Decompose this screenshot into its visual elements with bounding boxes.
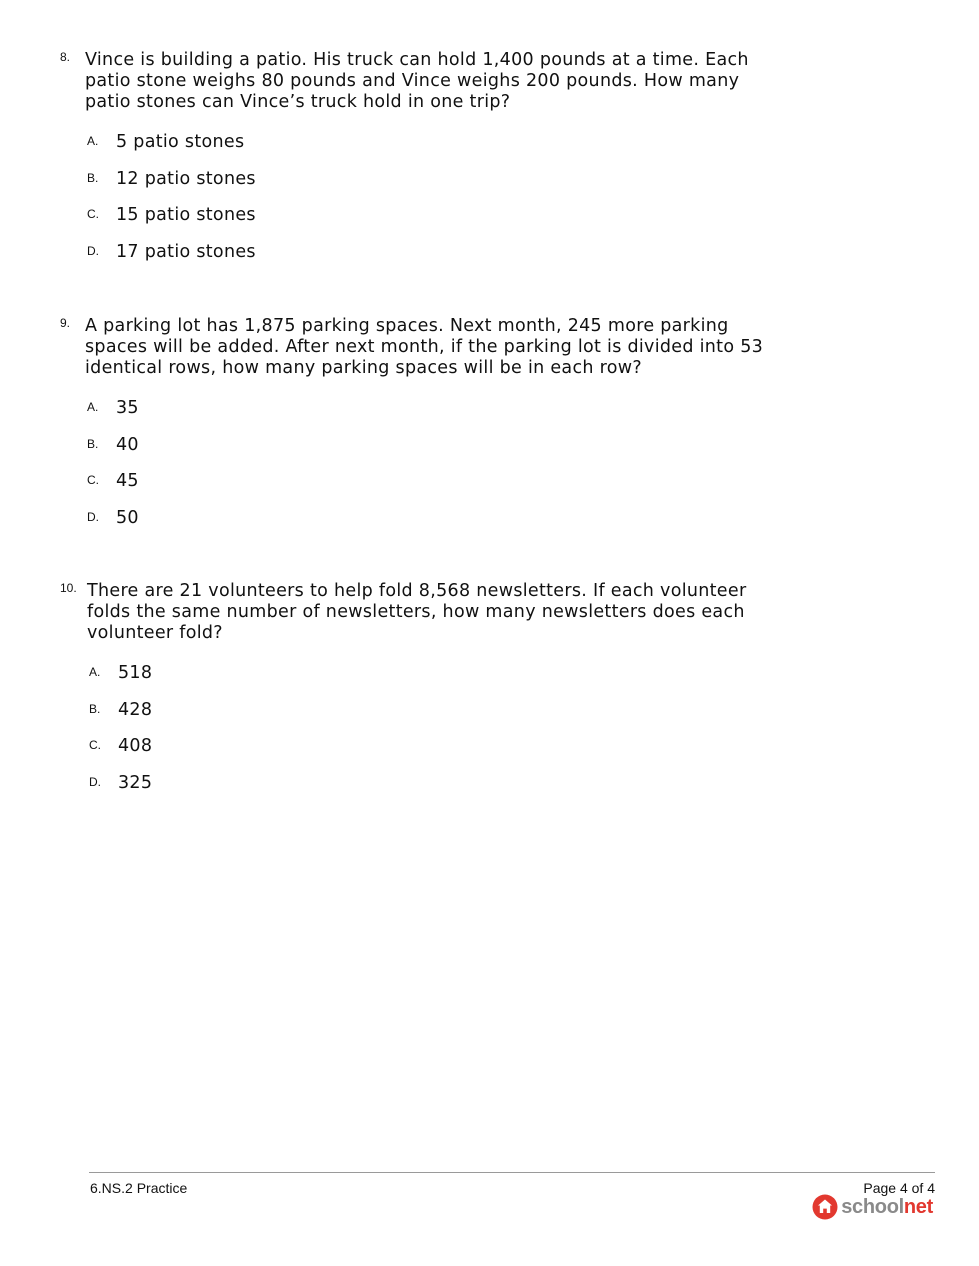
- choice-letter: C.: [89, 738, 101, 753]
- choice-letter: B.: [89, 701, 101, 716]
- logo-school: school: [841, 1195, 904, 1218]
- choice-letter: D.: [87, 510, 99, 525]
- page-number: Page 4 of 4: [863, 1180, 935, 1196]
- choice-d[interactable]: [60, 242, 780, 279]
- choice-letter: A.: [89, 665, 101, 679]
- choice-text: 325: [118, 773, 153, 794]
- footer-divider: [89, 1172, 935, 1173]
- answer-choices: [60, 663, 780, 810]
- choice-text: 17 patio stones: [116, 242, 256, 263]
- choice-text: 40: [116, 434, 139, 455]
- schoolnet-logo: [812, 1194, 933, 1220]
- choice-c[interactable]: [60, 205, 780, 242]
- choice-letter: B.: [87, 436, 99, 451]
- choice-a[interactable]: [60, 132, 780, 169]
- question-number: 8.: [60, 50, 71, 64]
- choice-text: 518: [118, 663, 153, 683]
- choice-text: 35: [116, 398, 139, 418]
- choice-text: 15 patio stones: [116, 205, 256, 226]
- question-8: [60, 50, 780, 279]
- question-text: Vince is building a patio. His truck can hold 1,400 pounds at a time. Each patio stone weighs 80 pounds and Vince weighs 200 pounds. How many patio stones can Vince’s truck hold in one trip?: [85, 50, 749, 112]
- question-number: 9.: [60, 316, 71, 330]
- choice-letter: A.: [87, 134, 99, 148]
- choice-a[interactable]: [60, 398, 780, 435]
- choice-b[interactable]: [60, 435, 780, 472]
- question-9: [60, 316, 780, 545]
- choice-letter: B.: [87, 170, 99, 185]
- logo-wordmark: [841, 1196, 933, 1219]
- choice-text: 45: [116, 471, 139, 492]
- answer-choices: [60, 398, 780, 545]
- choice-d[interactable]: [60, 773, 780, 810]
- question-text: A parking lot has 1,875 parking spaces. Next month, 245 more parking spaces will be added. After next month, if the parking lot is divided into 53 identical rows, how many parking spaces will be in each row?: [85, 316, 764, 378]
- choice-letter: C.: [87, 473, 99, 488]
- choice-c[interactable]: [60, 471, 780, 508]
- answer-choices: [60, 132, 780, 279]
- choice-text: 50: [116, 508, 139, 529]
- logo-net: net: [903, 1195, 933, 1218]
- question-text: There are 21 volunteers to help fold 8,568 newsletters. If each volunteer folds the same number of newsletters, how many newsletters does each volunteer fold?: [87, 581, 747, 643]
- choice-text: 12 patio stones: [116, 168, 256, 189]
- home-icon: [812, 1194, 838, 1220]
- choice-letter: D.: [89, 775, 101, 790]
- choice-text: 428: [118, 699, 153, 720]
- choice-letter: C.: [87, 207, 99, 222]
- choice-d[interactable]: [60, 508, 780, 545]
- choice-b[interactable]: [60, 169, 780, 206]
- choice-b[interactable]: [60, 700, 780, 737]
- document-title: 6.NS.2 Practice: [90, 1180, 188, 1196]
- choice-text: 5 patio stones: [116, 132, 245, 152]
- question-10: [60, 581, 780, 810]
- choice-letter: A.: [87, 400, 99, 414]
- choice-letter: D.: [87, 244, 99, 259]
- question-number: 10.: [60, 581, 77, 595]
- choice-text: 408: [118, 736, 153, 757]
- choice-c[interactable]: [60, 736, 780, 773]
- choice-a[interactable]: [60, 663, 780, 700]
